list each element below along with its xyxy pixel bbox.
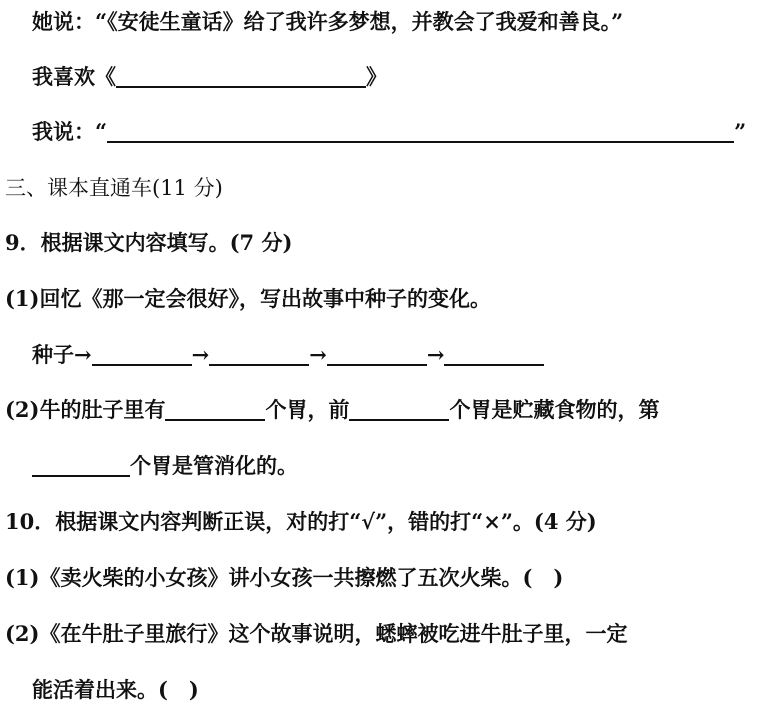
question-10: 10．根据课文内容判断正误，对的打“√”，错的打“×”。(4 分) — [5, 509, 597, 534]
seed-blank-1[interactable] — [92, 344, 192, 366]
question-9: 9．根据课文内容填写。(7 分) — [5, 230, 293, 255]
seed-change-line — [32, 341, 544, 369]
i-said-line — [32, 118, 746, 146]
q9-2-text-d: 个胃是管消化的。 — [130, 453, 298, 478]
q9-2-text-c: 个胃是贮藏食物的，第 — [449, 397, 660, 422]
storage-stomach-blank[interactable] — [349, 399, 449, 421]
question-9-1: (1)回忆《那一定会很好》，写出故事中种子的变化。 — [5, 286, 491, 311]
arrow-icon: → — [426, 342, 445, 367]
arrow-icon: → — [74, 342, 92, 367]
q9-2-text-b: 个胃，前 — [265, 397, 350, 422]
question-9-2-cont — [32, 452, 298, 480]
i-like-line — [32, 63, 387, 91]
i-like-close: 》 — [366, 64, 387, 89]
q9-2-text-a: (2)牛的肚子里有 — [5, 397, 166, 422]
question-10-2-cont[interactable]: 能活着出来。( ) — [32, 677, 199, 702]
arrow-icon: → — [309, 342, 327, 367]
arrow-icon: → — [191, 342, 210, 367]
i-said-blank[interactable] — [107, 121, 734, 143]
seed-label: 种子 — [32, 342, 74, 367]
quote-she-said: 她说：“《安徒生童话》给了我许多梦想，并教会了我爱和善良。” — [32, 9, 624, 34]
question-10-2: (2)《在牛肚子里旅行》这个故事说明，蟋蟀被吃进牛肚子里，一定 — [5, 621, 628, 646]
seed-blank-4[interactable] — [444, 344, 544, 366]
seed-blank-3[interactable] — [327, 344, 427, 366]
stomach-count-blank[interactable] — [165, 399, 265, 421]
i-like-label: 我喜欢《 — [32, 64, 116, 89]
digest-stomach-blank[interactable] — [32, 455, 130, 477]
section-3-heading: 三、课本直通车(11 分) — [5, 176, 223, 200]
question-10-1[interactable]: (1)《卖火柴的小女孩》讲小女孩一共擦燃了五次火柴。( ) — [5, 565, 564, 590]
question-9-2 — [5, 396, 659, 424]
i-said-close: ” — [734, 119, 747, 144]
book-title-blank[interactable] — [116, 66, 366, 88]
seed-blank-2[interactable] — [209, 344, 309, 366]
i-said-label: 我说：“ — [32, 119, 108, 144]
